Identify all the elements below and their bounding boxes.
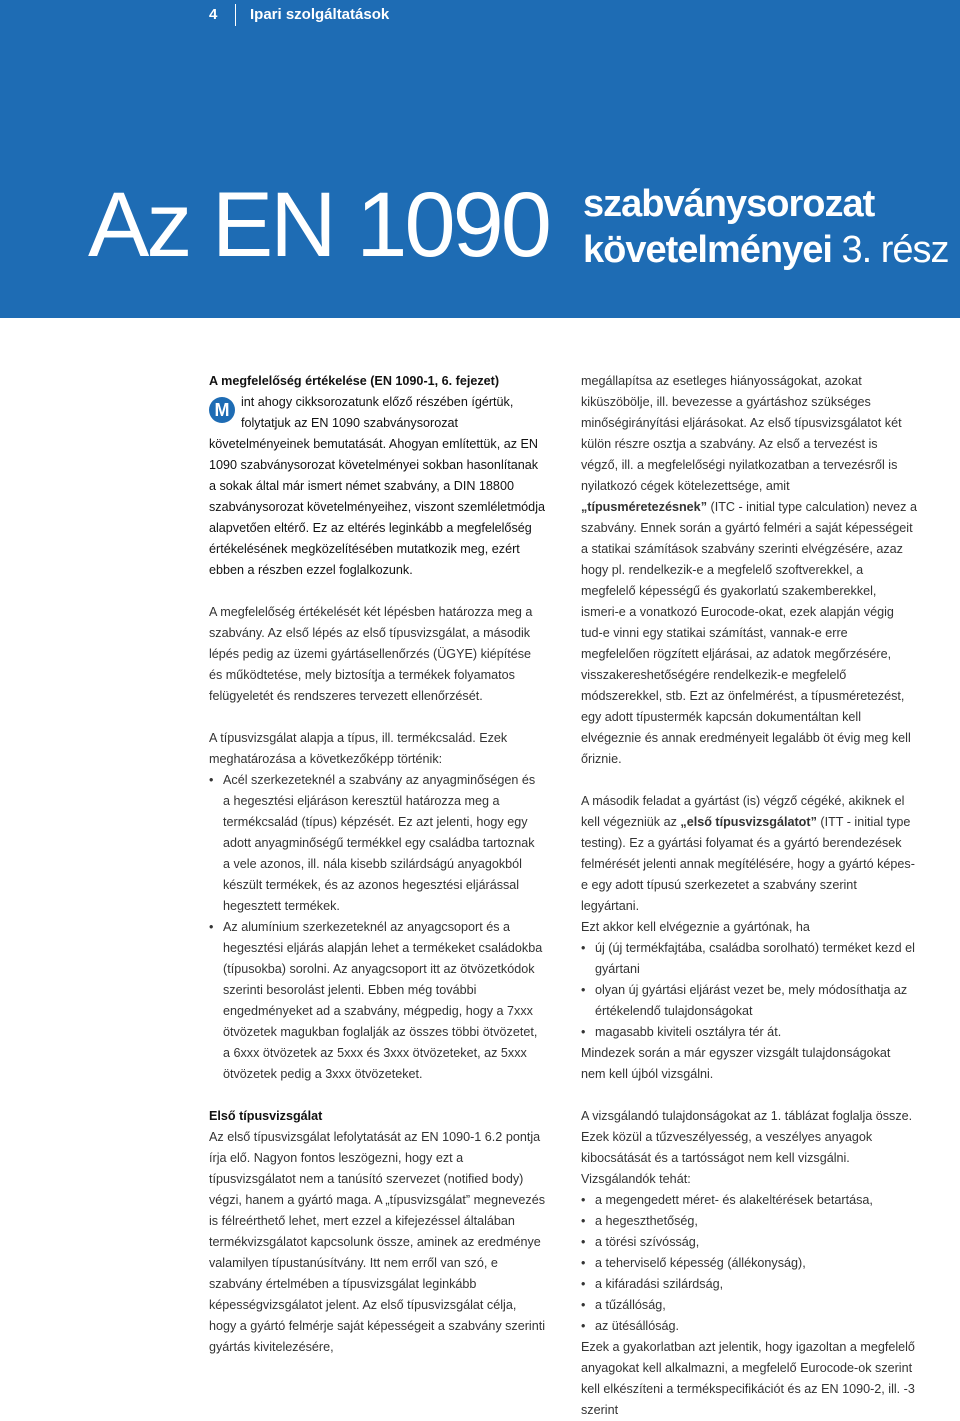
list-item: • olyan új gyártási eljárást vezet be, mely módosíthatja az értékelendő tulajdonságokat (581, 980, 917, 1022)
text-run: (ITC - initial type calculation) nevez a szabvány. Ennek során a gyártó felméri a saját képességeit a statikai számítások szabvány szerinti elvégzésére, azaz hogy pl. rendelkezik-e a megfelelő szoftverekkel, a megfelelő képességű és gyakorlatú szakemberekkel, ismeri-e a vonatkozó Eurocode-okat, ezek alapján végig tud-e vinni egy statikai számítást, vannak-e erre megfelelően rögzített eljárásai, az adatok megőrzésére, visszakereshetőségére rendelkezik-e megfelelő módszerekkel, stb. Ezt az önfelmérést, a típusméretezést, egy adott típustermék kapcsán dokumentáltan kell elvégeznie és annak eredményeit legalább öt évig meg kell őriznie. (581, 500, 917, 766)
text-run: A második feladat a gyártást (is) végző cégéké, akiknek el kell végezniük az (581, 794, 905, 829)
emphasis: „első típusvizsgálatot” (680, 815, 817, 829)
subtitle-line-2-light: 3. rész (831, 229, 949, 271)
subtitle-line-1: szabványsorozat (583, 183, 875, 225)
paragraph: A megfelelőség értékelését két lépésben határozza meg a szabvány. Az első lépés az első típusvizsgálat, a második lépés pedig az üzemi gyártásellenőrzés (ÜGYE) kiépítése és működtetése, mely biztosítja a termékek folyamatos felügyeletét és rendszeres tervezett ellenőrzését. (209, 605, 533, 703)
intro-paragraph (209, 392, 545, 581)
section-title: Ipari szolgáltatások (250, 6, 390, 23)
list-item: • az ütésállóság. (581, 1316, 917, 1337)
list-item: • a megengedett méret- és alakeltérések betartása, (581, 1190, 917, 1211)
paragraph: Ezt akkor kell elvégeznie a gyártónak, ha (581, 920, 810, 934)
paragraph (581, 791, 917, 917)
intro-text: int ahogy cikksorozatunk előző részében ígértük, folytatjuk az EN 1090 szabványsorozat követelményeinek bemutatását. Ahogyan említettük, az EN 1090 szabványsorozat követelményei sokban hasonlítanak a sokak által már ismert német szabvány, a DIN 18800 szabványsorozat követelményeihez, viszont szemléletmódja alapvetően eltérő. Ez az eltérés leginkább a megfelelőség értékelésének megközelítésében mutatkozik meg, ezért ebben a részben ezzel foglalkozunk. (209, 395, 545, 577)
bullet-list (581, 1190, 917, 1337)
paragraph: Ezek a gyakorlatban azt jelentik, hogy igazoltan a megfelelő anyagokat kell alkalmazni, a megfelelő Eurocode-ok szerint kell elkészíteni a termékspecifikációt és az EN 1090-2, ill. -3 szerint (581, 1340, 915, 1417)
article-subtitle (583, 181, 949, 273)
bullet-list (581, 938, 917, 1043)
text-run: (ITT - initial type testing). Ez a gyártási folyamat és a gyártó berendezések felmérését jelenti annak megítélésére, hogy a gyártó képes-e egy adott típusú szerkezetet a szabvány szerint legyártani. (581, 815, 915, 913)
list-item: • új (új termékfajtába, családba sorolható) terméket kezd el gyártani (581, 938, 917, 980)
right-column (581, 371, 917, 1421)
paragraph: Az első típusvizsgálat lefolytatását az EN 1090-1 6.2 pontja írja elő. Nagyon fontos leszögezni, hogy ezt a típusvizsgálatot nem a tanúsító szervezet (notified body) végzi, hanem a gyártó maga. A „típusvizsgálat” megnevezés is félreérthető lehet, mert ezzel a kifejezéssel általában termékvizsgálatot kapcsolunk össze, aminek az eredménye valamilyen típustanúsítvány. Itt nem erről van szó, e szabvány értelmében a típusvizsgálat leginkább képességvizsgálatot jelent. Az első típusvizsgálat célja, hogy a gyártó felmérje saját képességeit a szabvány szerinti gyártás kivitelezésére, (209, 1130, 546, 1354)
dropcap: M (209, 397, 235, 423)
list-item: • Az alumínium szerkezeteknél az anyagcsoport és a hegesztési eljárás alapján lehet a termékeket családokba (típusokba) sorolni. Az anyagcsoport itt az ötvözetkódok szerinti besorolást jelenti. Ebben még további engedményeket ad a szabvány, mégpedig, hogy a 7xxx ötvözetek magukban foglalják az összes többi ötvözetet, a 6xxx ötvözetek az 5xxx és 3xxx ötvözeteket, az 5xxx ötvözetek pedig a 3xxx ötvözeteket. (209, 917, 545, 1085)
paragraph (581, 371, 917, 770)
list-item: • a törési szívósság, (581, 1232, 917, 1253)
header-divider (235, 4, 236, 26)
subtitle-line-2-bold: követelményei (583, 229, 832, 271)
bullet-list (209, 770, 545, 1085)
title-banner (0, 0, 960, 318)
sub-heading: Első típusvizsgálat (209, 1109, 323, 1123)
paragraph: Mindezek során a már egyszer vizsgált tulajdonságokat nem kell újból vizsgálni. (581, 1046, 891, 1081)
section-heading: A megfelelőség értékelése (EN 1090-1, 6. fejezet) (209, 374, 500, 388)
list-item: • Acél szerkezeteknél a szabvány az anyagminőségen és a hegesztési eljáráson keresztül határozza meg a termékcsalád (típus) képzését. Ez azt jelenti, hogy egy adott anyagminőségű termékkel egy családba tartoznak a vele azonos, ill. nála kisebb szilárdságú anyagokból készült termékek, és az azonos hegesztési eljárással hegesztett termékek. (209, 770, 545, 917)
text-run: megállapítsa az esetleges hiányosságokat, azokat kiküszöbölje, ill. bevezesse a gyártáshoz szükséges minőségirányítási eljárásokat. Az első típusvizsgálatot két külön részre osztja a szabvány. Az első a tervezést is végző, ill. a megfelelőségi nyilatkozatban a tervezésről is nyilatkozó cégek kötelezettsége, amit (581, 374, 902, 493)
paragraph: A vizsgálandó tulajdonságokat az 1. táblázat foglalja össze. Ezek közül a tűzveszélyesség, a veszélyes anyagok kibocsátását és a tartósságot nem kell vizsgálni. Vizsgálandók tehát: (581, 1109, 913, 1186)
page-number: 4 (209, 6, 218, 23)
emphasis: „típusméretezésnek” (581, 500, 707, 514)
list-item: • a tűzállóság, (581, 1295, 917, 1316)
list-item: • magasabb kiviteli osztályra tér át. (581, 1022, 917, 1043)
paragraph: A típusvizsgálat alapja a típus, ill. termékcsalád. Ezek meghatározása a következőképp történik: (209, 731, 508, 766)
list-item: • a teherviselő képesség (állékonyság), (581, 1253, 917, 1274)
left-column (209, 371, 545, 1358)
list-item: • a kifáradási szilárdság, (581, 1274, 917, 1295)
list-item: • a hegeszthetőség, (581, 1211, 917, 1232)
article-title: Az EN 1090 (88, 174, 549, 276)
